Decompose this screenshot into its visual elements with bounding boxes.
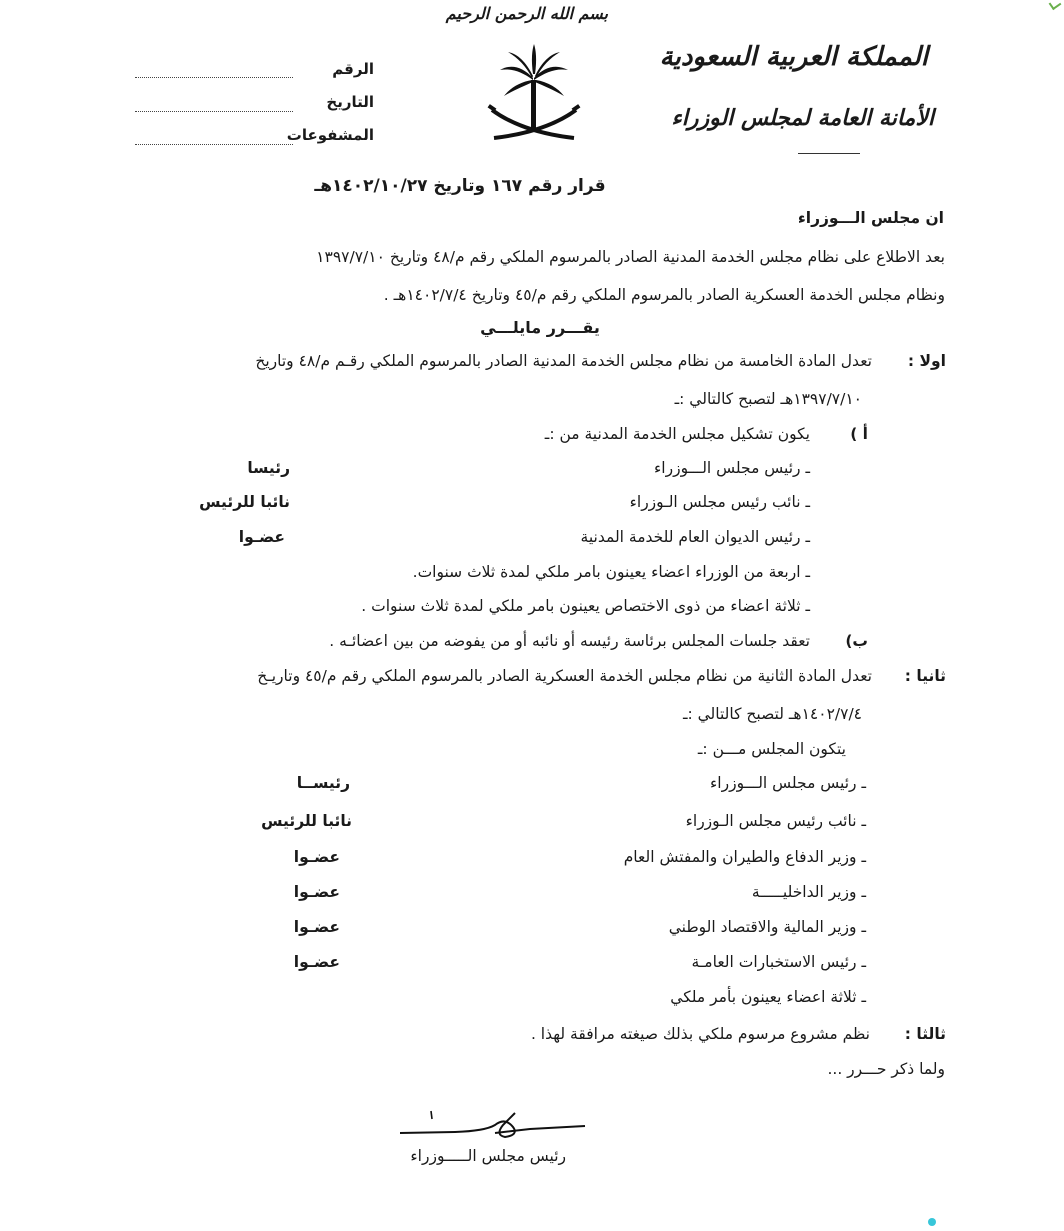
first-a-label: أ )	[850, 425, 868, 443]
second-intro: يتكون المجلس مـــن :ـ	[697, 740, 846, 758]
decision-title: قرار رقم ١٦٧ وتاريخ ١٤٠٢/١٠/٢٧هـ	[314, 176, 606, 196]
first-member-1-role: رئيسا	[247, 459, 290, 477]
preamble-line-2: ونظام مجلس الخدمة العسكرية الصادر بالمرسوم الملكي رقم م/٤٥ وتاريخ ١٤٠٢/٧/٤هـ .	[383, 286, 945, 304]
first-label: اولا :	[907, 352, 946, 370]
intro-line: ان مجلس الـــوزراء	[797, 209, 944, 227]
attachments-field	[135, 143, 293, 145]
preamble-line-1: بعد الاطلاع على نظام مجلس الخدمة المدنية الصادر بالمرسوم الملكي رقم م/٤٨ وتاريخ ١٣٩٧/٧/١٠	[316, 248, 945, 266]
second-member-4-name: ـ وزير الداخليـــــة	[751, 883, 866, 901]
first-member-5-name: ـ ثلاثة اعضاء من ذوى الاختصاص يعينون بامر ملكي لمدة ثلاث سنوات .	[361, 597, 810, 615]
letterhead-underline	[798, 153, 860, 154]
attachments-label: المشفوعات	[286, 126, 374, 144]
kingdom-name: المملكة العربية السعودية	[659, 42, 928, 72]
third-label: ثالثا :	[904, 1025, 946, 1043]
second-member-4-role: عضـوا	[293, 883, 340, 901]
date-label: التاريخ	[326, 93, 374, 111]
second-member-6-role: عضـوا	[293, 953, 340, 971]
decides-heading: يقـــرر مايلـــي	[480, 318, 600, 337]
second-line-2: ١٤٠٢/٧/٤هـ لتصبح كالتالي :ـ	[682, 705, 862, 723]
second-member-2-role: نائبا للرئيس	[261, 812, 352, 830]
closing-line: ولما ذكر حـــرر ...	[827, 1060, 945, 1078]
saudi-emblem-icon	[482, 40, 586, 150]
second-member-7-name: ـ ثلاثة اعضاء يعينون بأمر ملكي	[670, 988, 866, 1006]
first-line-2: ١٣٩٧/٧/١٠هـ لتصبح كالتالي :ـ	[674, 390, 862, 408]
second-member-5-name: ـ وزير المالية والاقتصاد الوطني	[668, 918, 866, 936]
first-member-2-name: ـ نائب رئيس مجلس الـوزراء	[629, 493, 810, 511]
number-field	[135, 76, 293, 78]
third-text: نظم مشروع مرسوم ملكي بذلك صيغته مرافقة لهذا .	[530, 1025, 870, 1043]
second-member-2-name: ـ نائب رئيس مجلس الـوزراء	[685, 812, 866, 830]
second-member-1-name: ـ رئيس مجلس الـــوزراء	[710, 774, 866, 792]
corner-mark-green	[1049, 0, 1062, 10]
corner-mark-cyan	[928, 1218, 936, 1226]
second-member-6-name: ـ رئيس الاستخبارات العامـة	[691, 953, 866, 971]
date-field	[135, 110, 293, 112]
signature-scrawl	[395, 1105, 595, 1145]
first-a-text: يكون تشكيل مجلس الخدمة المدنية من :ـ	[544, 425, 810, 443]
signature-title: رئيس مجلس الـــــوزراء	[410, 1147, 566, 1165]
second-member-1-role: رئيســا	[296, 774, 350, 792]
second-label: ثانيا :	[904, 667, 946, 685]
first-member-1-name: ـ رئيس مجلس الـــوزراء	[654, 459, 810, 477]
first-b-text: تعقد جلسات المجلس برئاسة رئيسه أو نائبه أو من يفوضه من بين اعضائـه .	[329, 632, 810, 650]
second-line-1: تعدل المادة الثانية من نظام مجلس الخدمة العسكرية الصادر بالمرسوم الملكي رقم م/٤٥ وتاريـخ	[257, 667, 872, 685]
second-member-3-name: ـ وزير الدفاع والطيران والمفتش العام	[623, 848, 866, 866]
first-member-3-name: ـ رئيس الديوان العام للخدمة المدنية	[580, 528, 810, 546]
second-member-5-role: عضـوا	[293, 918, 340, 936]
first-member-4-name: ـ اربعة من الوزراء اعضاء يعينون بامر ملكي لمدة ثلاث سنوات.	[412, 563, 810, 581]
number-label: الرقم	[332, 60, 374, 78]
secretariat-name: الأمانة العامة لمجلس الوزراء	[671, 105, 934, 131]
basmala: بسم الله الرحمن الرحيم	[445, 4, 608, 23]
first-member-3-role: عضـوا	[238, 528, 285, 546]
first-b-label: ب)	[845, 632, 868, 650]
first-line-1: تعدل المادة الخامسة من نظام مجلس الخدمة المدنية الصادر بالمرسوم الملكي رقـم م/٤٨ وتاريخ	[255, 352, 872, 370]
second-member-3-role: عضـوا	[293, 848, 340, 866]
first-member-2-role: نائبا للرئيس	[199, 493, 290, 511]
